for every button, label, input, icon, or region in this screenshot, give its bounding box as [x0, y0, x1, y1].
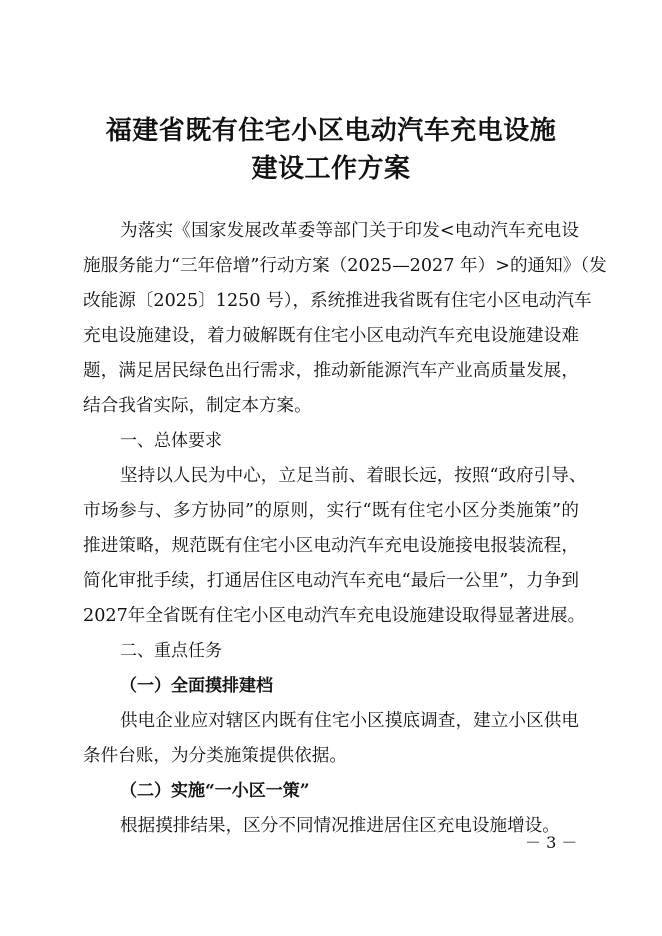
intro-paragraph-line: 题，满足居民绿色出行需求，推动新能源汽车产业高质量发展， — [83, 361, 579, 381]
intro-paragraph-line: 充电设施建设，着力破解既有住宅小区电动汽车充电设施建设难 — [83, 326, 579, 346]
section-heading-key-tasks: 二、重点任务 — [120, 641, 222, 661]
intro-paragraph-line: 为落实《国家发展改革委等部门关于印发<电动汽车充电设 — [120, 221, 579, 241]
section-heading-general-requirements: 一、总体要求 — [120, 431, 222, 451]
section1-paragraph-line: 2027年全省既有住宅小区电动汽车充电设施建设取得显著进展。 — [83, 606, 586, 626]
subsection1-paragraph-line: 供电企业应对辖区内既有住宅小区摸底调查，建立小区供电 — [120, 711, 579, 731]
subsection-heading-survey: （一）全面摸排建档 — [120, 676, 273, 696]
document-title-line-1: 福建省既有住宅小区电动汽车充电设施 — [105, 116, 557, 146]
intro-paragraph-line: 结合我省实际，制定本方案。 — [83, 396, 312, 416]
subsection2-paragraph-line: 根据摸排结果，区分不同情况推进居住区充电设施增设。 — [120, 816, 560, 836]
section1-paragraph-line: 市场参与、多方协同”的原则，实行“既有住宅小区分类施策”的 — [83, 501, 579, 521]
subsection-heading-one-community-one-policy: （二）实施“一小区一策” — [120, 781, 310, 801]
intro-paragraph-line: 施服务能力“三年倍增”行动方案（2025—2027 年）>的通知》（发 — [83, 256, 607, 276]
page-number: － 3 － — [525, 833, 578, 852]
section1-paragraph-line: 坚持以人民为中心，立足当前、着眼长远，按照“政府引导、 — [120, 466, 587, 486]
subsection1-paragraph-line: 条件台账，为分类施策提供依据。 — [83, 746, 347, 766]
intro-paragraph-line: 改能源〔2025〕1250 号），系统推进我省既有住宅小区电动汽车 — [83, 291, 592, 311]
section1-paragraph-line: 推进策略，规范既有住宅小区电动汽车充电设施接电报装流程， — [83, 536, 579, 556]
section1-paragraph-line: 简化审批手续，打通居住区电动汽车充电“最后一公里”，力争到 — [83, 571, 579, 591]
document-title-line-2: 建设工作方案 — [251, 154, 411, 184]
